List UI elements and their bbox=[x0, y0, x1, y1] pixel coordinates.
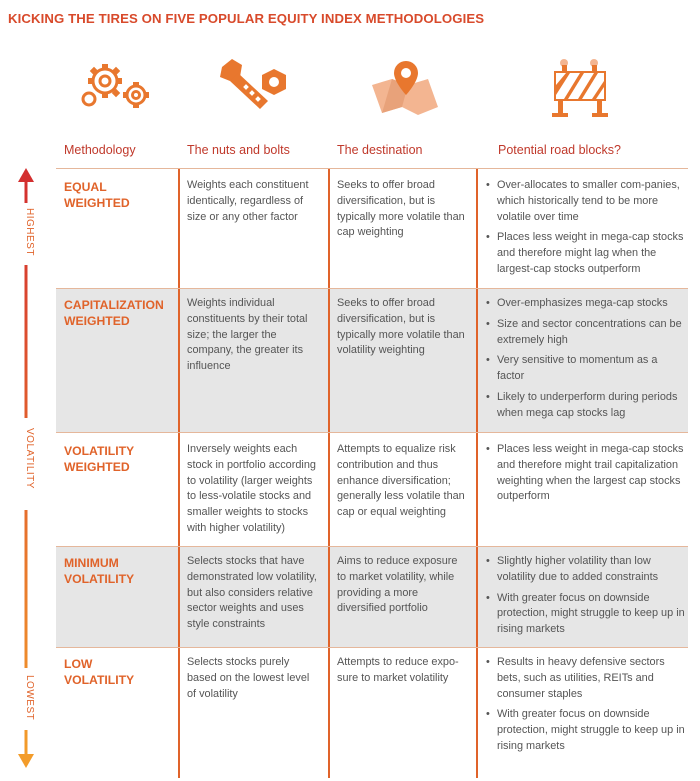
row-divider bbox=[56, 546, 688, 547]
roadblocks-volatility-weighted bbox=[485, 442, 685, 510]
axis-label-lowest: LOWEST bbox=[24, 675, 35, 721]
up-arrow-icon bbox=[18, 168, 34, 182]
method-capitalization-weighted: CAPITALIZATION WEIGHTED bbox=[64, 298, 164, 328]
road-barrier-icon bbox=[540, 55, 620, 119]
list-item: • With greater focus on downside protection, might struggle to keep up in rising markets bbox=[485, 591, 685, 638]
roadblocks-minimum-volatility bbox=[485, 554, 685, 643]
list-item: • With greater focus on downside protection, might struggle to keep up in rising markets bbox=[485, 707, 685, 754]
destination-volatility-weighted: Attempts to equalize risk contribution and thus enhance diversification; generally less volatile than cap or equal weighting bbox=[337, 443, 465, 519]
nut-and-bolt-icon bbox=[212, 55, 292, 119]
method-volatility-weighted: VOLATILITY WEIGHTED bbox=[64, 444, 135, 474]
axis-label-volatility: VOLATILITY bbox=[24, 428, 35, 489]
roadblocks-capitalization-weighted bbox=[485, 296, 685, 427]
destination-equal-weighted: Seeks to offer broad diversification, but is typically more volatile than cap weighting bbox=[337, 179, 465, 239]
row-divider bbox=[56, 432, 688, 433]
header-nuts-and-bolts: The nuts and bolts bbox=[187, 143, 290, 157]
destination-minimum-volatility: Aims to reduce exposure to market volatility, while providing a more diversified portfolio bbox=[337, 555, 458, 615]
list-item: • Places less weight in mega-cap stocks and therefore might trail capitalization weighting when the largest cap stocks outperform bbox=[485, 442, 685, 505]
nuts-minimum-volatility: Selects stocks that have demonstrated low volatility, but also considers relative sector weights and uses style constraints bbox=[187, 555, 317, 631]
header-road-blocks: Potential road blocks? bbox=[498, 143, 621, 157]
row-divider bbox=[56, 168, 688, 169]
destination-capitalization-weighted: Seeks to offer broad diversification, but is typically more volatile than volatility weighting bbox=[337, 297, 465, 357]
down-arrow-icon bbox=[18, 754, 34, 768]
column-divider bbox=[476, 168, 478, 778]
method-low-volatility: LOW VOLATILITY bbox=[64, 657, 135, 687]
row-divider bbox=[56, 288, 688, 289]
map-pin-icon bbox=[366, 55, 446, 119]
page-title: KICKING THE TIRES ON FIVE POPULAR EQUITY INDEX METHODOLOGIES bbox=[8, 11, 485, 26]
nuts-low-volatility: Selects stocks purely based on the lowest level of volatility bbox=[187, 656, 310, 700]
nuts-capitalization-weighted: Weights individual constituents by their total size; the larger the company, the greater its influence bbox=[187, 297, 308, 373]
row-divider bbox=[56, 647, 688, 648]
header-destination: The destination bbox=[337, 143, 423, 157]
nuts-equal-weighted: Weights each constituent identically, regardless of size or any other factor bbox=[187, 179, 309, 223]
roadblocks-low-volatility bbox=[485, 655, 685, 760]
method-equal-weighted: EQUAL WEIGHTED bbox=[64, 180, 130, 210]
list-item: • Results in heavy defensive sectors bets, such as utilities, REITs and consumer staples bbox=[485, 655, 685, 702]
list-item: • Slightly higher volatility than low volatility due to added constraints bbox=[485, 554, 685, 586]
list-item: • Size and sector concentrations can be extremely high bbox=[485, 317, 685, 349]
axis-label-highest: HIGHEST bbox=[24, 208, 35, 256]
list-item: • Over-allocates to smaller com-panies, which historically tend to be more volatile over time bbox=[485, 178, 685, 225]
roadblocks-equal-weighted bbox=[485, 178, 685, 283]
nuts-volatility-weighted: Inversely weights each stock in portfolio according to volatility (larger weights to less-volatile stocks and smaller weights to stocks with higher volatility) bbox=[187, 443, 316, 534]
list-item: • Very sensitive to momentum as a factor bbox=[485, 353, 685, 385]
list-item: • Likely to underperform during periods when mega cap stocks lag bbox=[485, 390, 685, 422]
header-methodology: Methodology bbox=[64, 143, 136, 157]
destination-low-volatility: Attempts to reduce expo-sure to market volatility bbox=[337, 656, 459, 684]
list-item: • Places less weight in mega-cap stocks and therefore might lag when the largest-cap stocks outperform bbox=[485, 230, 685, 277]
list-item: • Over-emphasizes mega-cap stocks bbox=[485, 296, 685, 312]
column-divider bbox=[178, 168, 180, 778]
gears-icon bbox=[72, 55, 162, 115]
method-minimum-volatility: MINIMUM VOLATILITY bbox=[64, 556, 135, 586]
column-divider bbox=[328, 168, 330, 778]
